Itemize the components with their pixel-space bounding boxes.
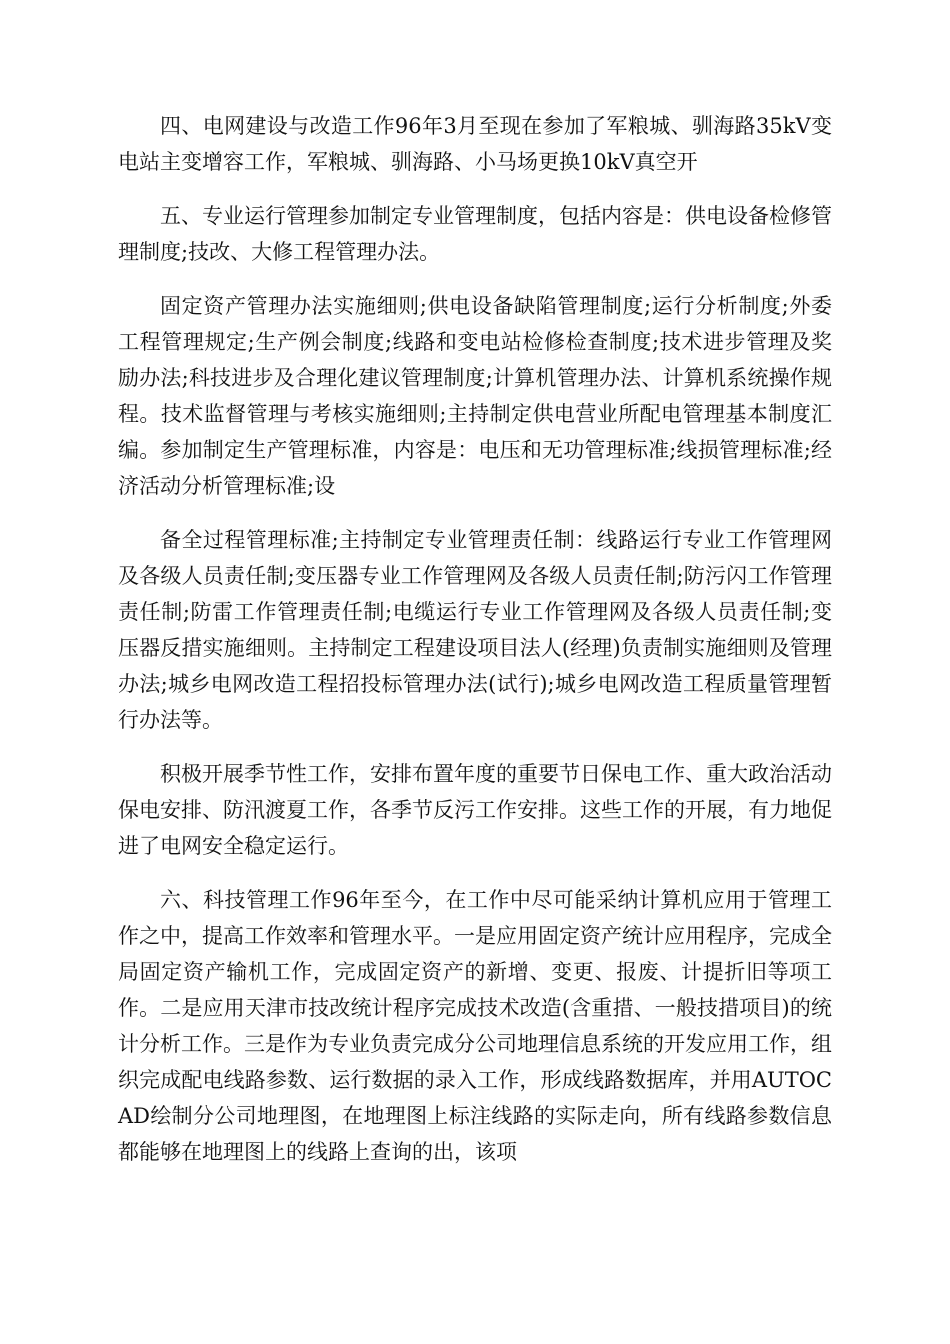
paragraph-management-rules: 固定资产管理办法实施细则;供电设备缺陷管理制度;运行分析制度;外委工程管理规定;生产例会制度;线路和变电站检修检查制度;技术进步管理及奖励办法;科技进步及合理化建议管理制度;计算机管理办法、计算机系统操作规程。技术监督管理与考核实施细则;主持制定供电营业所配电管理基本制度汇编。参加制定生产管理标准，内容是：电压和无功管理标准;线损管理标准;经济活动分析管理标准;设: [118, 294, 832, 498]
paragraph-responsibility-system: 备全过程管理标准;主持制定专业管理责任制：线路运行专业工作管理网及各级人员责任制;变压器专业工作管理网及各级人员责任制;防污闪工作管理责任制;防雷工作管理责任制;电缆运行专业工作管理网及各级人员责任制;变压器反措实施细则。主持制定工程建设项目法人(经理)负责制实施细则及管理办法;城乡电网改造工程招投标管理办法(试行);城乡电网改造工程质量管理暂行办法等。: [118, 528, 832, 732]
paragraph-operation-management: 五、专业运行管理参加制定专业管理制度，包括内容是：供电设备检修管理制度;技改、大修工程管理办法。: [118, 204, 832, 264]
paragraph-seasonal-work: 积极开展季节性工作，安排布置年度的重要节日保电工作、重大政治活动保电安排、防汛渡夏工作，各季节反污工作安排。这些工作的开展，有力地促进了电网安全稳定运行。: [118, 762, 832, 858]
paragraph-tech-management: 六、科技管理工作96年至今，在工作中尽可能采纳计算机应用于管理工作之中，提高工作效率和管理水平。一是应用固定资产统计应用程序，完成全局固定资产输机工作，完成固定资产的新增、变更、报废、计提折旧等项工作。二是应用天津市技改统计程序完成技术改造(含重措、一般技措项目)的统计分析工作。三是作为专业负责完成分公司地理信息系统的开发应用工作，组织完成配电线路参数、运行数据的录入工作，形成线路数据库，并用AUTOCAD绘制分公司地理图，在地理图上标注线路的实际走向，所有线路参数信息都能够在地理图上的线路上查询的出，该项: [118, 888, 832, 1164]
paragraph-grid-construction: 四、电网建设与改造工作96年3月至现在参加了军粮城、驯海路35kV变电站主变增容工作，军粮城、驯海路、小马场更换10kV真空开: [118, 114, 832, 174]
